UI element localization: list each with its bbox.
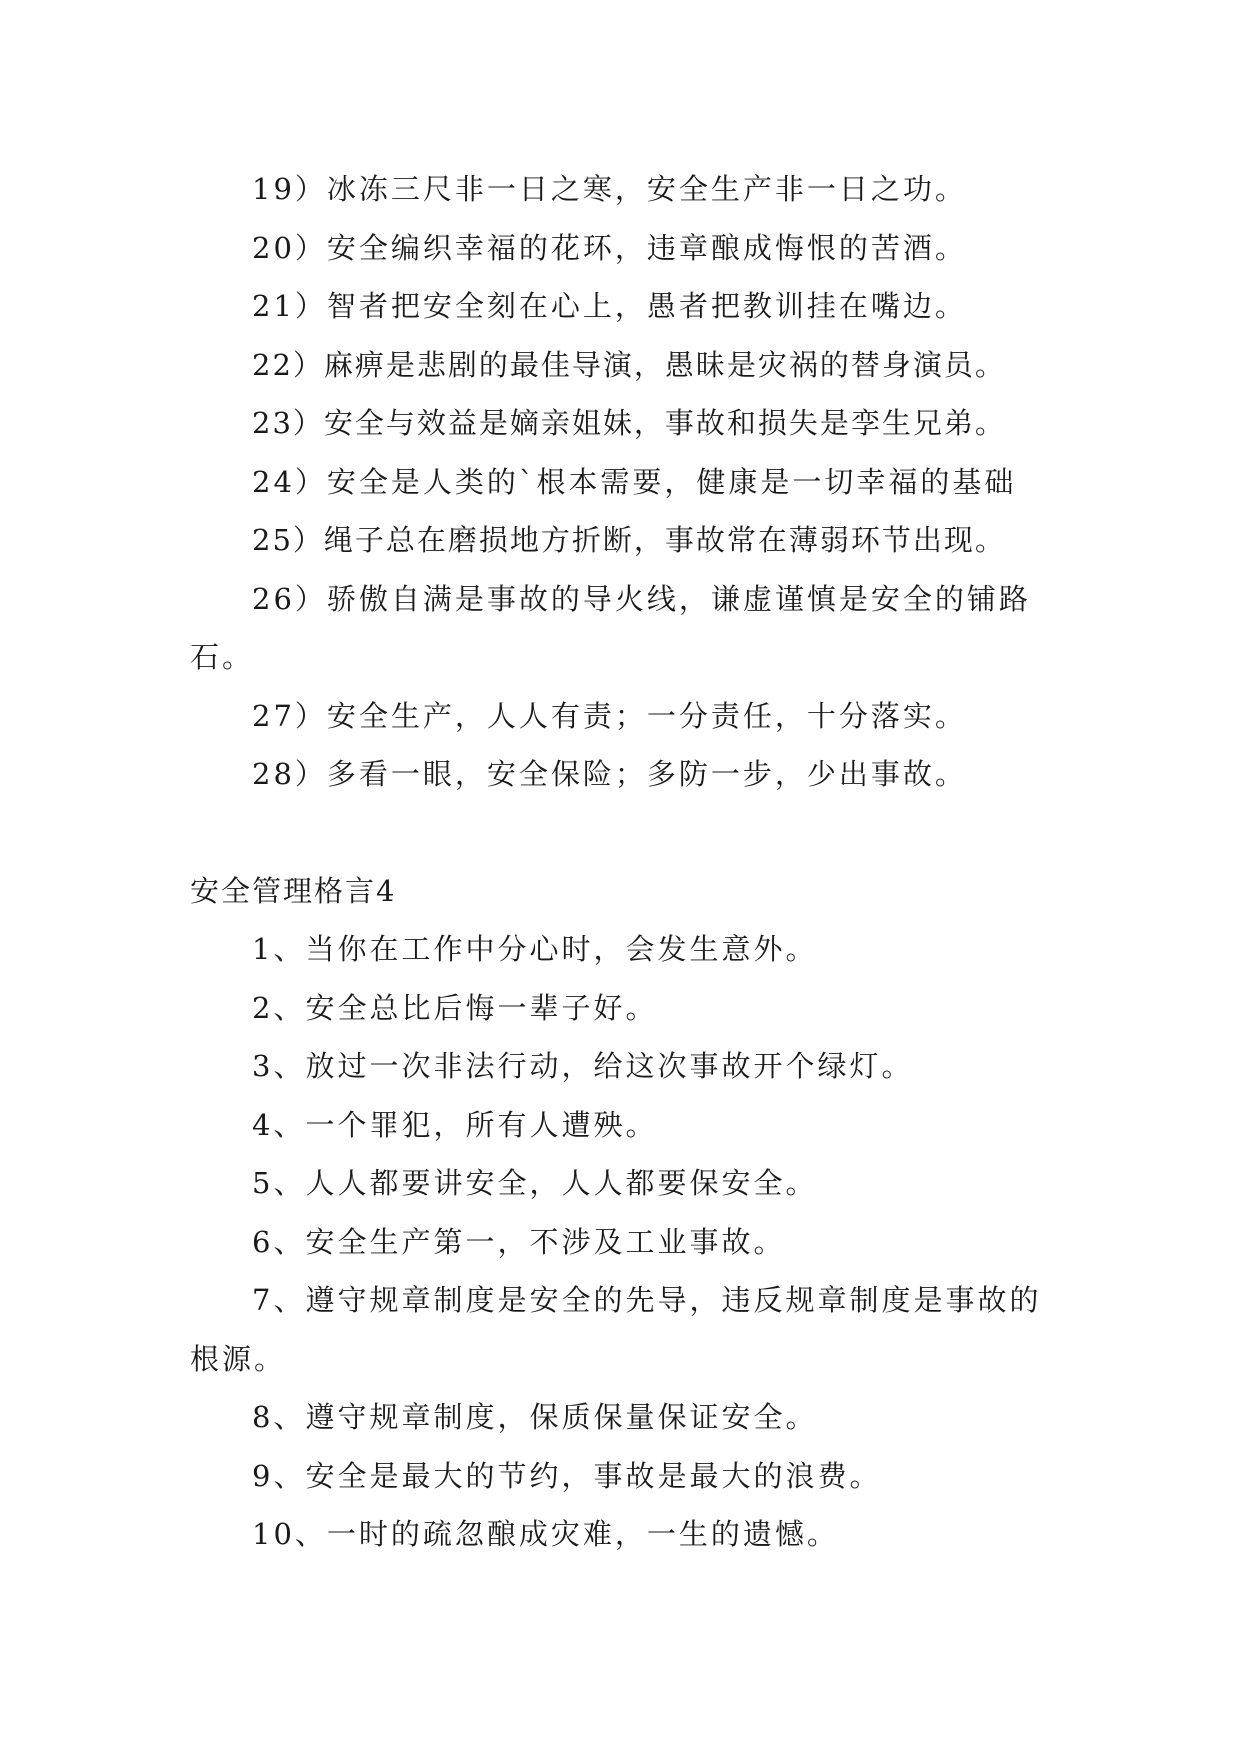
maxim-item-1: 1、当你在工作中分心时，会发生意外。 [252, 932, 818, 966]
motto-item-24: 24）安全是人类的`根本需要，健康是一切幸福的基础 [252, 464, 1017, 499]
maxim-item-9: 9、安全是最大的节约，事故是最大的浪费。 [252, 1458, 882, 1493]
maxim-item-5: 5、人人都要讲安全，人人都要保安全。 [252, 1166, 818, 1200]
motto-item-27: 27）安全生产，人人有责；一分责任，十分落实。 [252, 698, 967, 733]
section-spacer [190, 804, 1060, 862]
motto-item-19: 19）冰冻三尺非一日之寒，安全生产非一日之功。 [252, 172, 967, 206]
document-body [190, 160, 1060, 1564]
maxim-item-3: 3、放过一次非法行动，给这次事故开个绿灯。 [252, 1049, 914, 1083]
maxim-item-7: 7、遵守规章制度是安全的先导，违反规章制度是事故的根源。 [190, 1283, 1042, 1376]
motto-item-22: 22）麻痹是悲剧的最佳导演，愚昧是灾祸的替身演员。 [252, 347, 1006, 382]
maxim-item-6: 6、安全生产第一，不涉及工业事故。 [252, 1224, 786, 1259]
motto-item-26: 26）骄傲自满是事故的导火线，谦虚谨慎是安全的铺路石。 [190, 581, 1031, 674]
motto-item-28: 28）多看一眼，安全保险；多防一步，少出事故。 [252, 757, 967, 791]
maxim-item-8: 8、遵守规章制度，保质保量保证安全。 [252, 1400, 818, 1434]
motto-item-23: 23）安全与效益是嫡亲姐妹，事故和损失是孪生兄弟。 [252, 406, 1006, 440]
motto-item-20: 20）安全编织幸福的花环，违章酿成悔恨的苦酒。 [252, 230, 967, 265]
section-heading: 安全管理格言4 [190, 873, 397, 908]
maxim-item-2: 2、安全总比后悔一辈子好。 [252, 990, 658, 1025]
motto-item-25: 25）绳子总在磨损地方折断，事故常在薄弱环节出现。 [252, 523, 1006, 557]
motto-item-21: 21）智者把安全刻在心上，愚者把教训挂在嘴边。 [252, 289, 967, 323]
maxim-item-4: 4、一个罪犯，所有人遭殃。 [252, 1107, 658, 1142]
maxim-item-10: 10、一时的疏忽酿成灾难，一生的遗憾。 [252, 1517, 839, 1551]
